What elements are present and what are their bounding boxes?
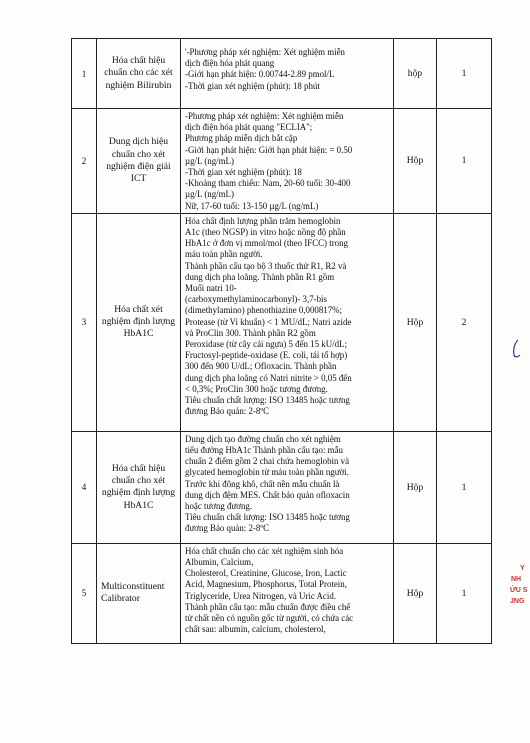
- item-quantity: 2: [437, 213, 492, 431]
- table-row: [72, 543, 492, 643]
- description-line: -Phương pháp xét nghiệm: Xét nghiệm miễn: [185, 111, 344, 121]
- item-name: Hóa chất hiệu chuẩn cho xét nghiệm định lượng HbA1C: [97, 431, 181, 543]
- stamp-fragment: [503, 563, 530, 631]
- description-line: hoặc tương đương.: [185, 501, 253, 512]
- description-line: dung dịch đệm MES. Chất bảo quản ofloxacin: [185, 489, 350, 500]
- item-unit: hộp: [394, 39, 437, 109]
- description-line: từ chất nền có nguồn gốc từ người, có chứa các: [185, 613, 354, 624]
- description-line: dung dịch pha loãng. Thành phần R1 gồm: [185, 271, 335, 282]
- description-line: Trước khi đông khô, chất nền mẫu chuẩn là: [185, 478, 340, 489]
- description-line: chất sau: albumin, calcium, cholesterol,: [185, 624, 326, 635]
- table-row: [72, 39, 492, 109]
- row-number: 2: [72, 109, 97, 214]
- description-line: '-Phương pháp xét nghiệm: Xét nghiệm miễn: [185, 47, 345, 57]
- item-unit: Hộp: [394, 213, 437, 431]
- description-line: Triglyceride, Urea Nitrogen, và Uric Acid.: [185, 590, 336, 601]
- table-body: [72, 39, 492, 644]
- item-quantity: 1: [437, 543, 492, 643]
- description-line: (carboxymethylaminocarbonyl)- 3,7-bis: [185, 294, 327, 305]
- description-line: Tiêu chuẩn chất lượng: ISO 13485 hoặc tương: [185, 395, 350, 406]
- description-line: dịch điện hóa phát quang: [185, 58, 275, 69]
- item-unit: Hộp: [394, 431, 437, 543]
- row-number: 5: [72, 543, 97, 643]
- description-line: Hóa chất chuẩn cho các xét nghiệm sinh hóa: [185, 545, 344, 556]
- description-line: Fructosyl-peptide-oxidase (E. coli, tái tổ hợp): [185, 350, 348, 361]
- description-line: -Khoảng tham chiếu: Nam, 20-60 tuổi: 30-400: [185, 178, 351, 189]
- description-line: Tiêu chuẩn chất lượng: ISO 13485 hoặc tương: [185, 512, 350, 523]
- description-line: máu toàn phần người.: [185, 249, 263, 260]
- description-line: Cholesterol, Creatinine, Glucose, Iron, Lactic: [185, 568, 347, 579]
- description-line: A1c (theo NGSP) in vitro hoặc nồng độ phần: [185, 227, 346, 238]
- description-line: -Giới hạn phát hiện: 0.00744-2.89 pmol/L: [185, 69, 335, 80]
- description-line: -Thời gian xét nghiệm (phút): 18: [185, 167, 302, 178]
- item-name: Multiconstituent Calibrator: [97, 543, 181, 643]
- description-line: chuẩn 2 điểm gồm 2 chai chứa hemoglobin và: [185, 456, 350, 467]
- stamp-text: JNG: [510, 598, 525, 605]
- item-unit: Hộp: [394, 109, 437, 214]
- description-line: µg/L (ng/mL): [185, 189, 234, 200]
- description-line: dịch điện hóa phát quang "ECLIA";: [185, 122, 313, 133]
- description-line: HbA1c ở đơn vị mmol/mol (theo IFCC) trong: [185, 238, 348, 249]
- item-quantity: 1: [437, 39, 492, 109]
- item-unit: Hộp: [394, 543, 437, 643]
- handwritten-mark: [509, 338, 523, 360]
- description-line: Hóa chất định lượng phần trăm hemoglobin: [185, 215, 341, 226]
- row-number: 1: [72, 39, 97, 109]
- item-description: [181, 109, 394, 214]
- description-line: Phương pháp miễn dịch bắt cặp: [185, 133, 298, 144]
- description-line: 300 đến 900 U/dL; Ofloxacin. Thành phần: [185, 361, 337, 372]
- item-description: [181, 431, 394, 543]
- description-line: Dung dịch tạo đường chuẩn cho xét nghiệm: [185, 433, 341, 444]
- table-row: [72, 213, 492, 431]
- description-line: (dimethylamino) phenothiazine 0,000817%;: [185, 305, 343, 316]
- description-line: < 0,3%; ProClin 300 hoặc tương đương.: [185, 383, 328, 394]
- item-description: [181, 213, 394, 431]
- item-quantity: 1: [437, 431, 492, 543]
- description-line: Thành phần cấu tạo bộ 3 thuốc thử R1, R2 và: [185, 260, 347, 271]
- description-line: Albumin, Calcium,: [185, 557, 254, 568]
- description-line: Acid, Magnesium, Phosphorus, Total Protein,: [185, 579, 347, 590]
- item-name: Hóa chất hiệu chuẩn cho các xét nghiệm Bilirubin: [97, 39, 181, 109]
- row-number: 4: [72, 431, 97, 543]
- description-line: Peroxidase (từ cây cải ngựa) 5 đến 15 kU/dL;: [185, 339, 347, 350]
- table-row: [72, 109, 492, 214]
- stamp-text: ỨU S: [510, 587, 528, 594]
- item-name: Hóa chất xét nghiệm định lượng HbA1C: [97, 213, 181, 431]
- description-line: Protease (từ Vi khuẩn) < 1 MU/dL; Natri azide: [185, 316, 352, 327]
- description-line: dung dịch pha loãng có Natri nitrite > 0,05 đến: [185, 372, 352, 383]
- stamp-text: Y: [520, 565, 525, 572]
- specification-table: [71, 38, 492, 644]
- description-line: Thành phần cấu tạo: mẫu chuẩn được điều chế: [185, 601, 351, 612]
- description-line: µg/L (ng/mL): [185, 155, 234, 166]
- item-description: [181, 39, 394, 109]
- row-number: 3: [72, 213, 97, 431]
- item-quantity: 1: [437, 109, 492, 214]
- description-line: đương Bảo quản: 2-8ºC: [185, 523, 269, 534]
- item-description: [181, 543, 394, 643]
- description-line: -Thời gian xét nghiệm (phút): 18 phút: [185, 80, 320, 91]
- description-line: -Giới hạn phát hiện: Giới hạn phát hiện: = 0.50: [185, 144, 353, 155]
- description-line: Muối natri 10-: [185, 283, 237, 294]
- description-line: đương Bảo quản: 2-8ºC: [185, 406, 269, 417]
- description-line: và ProClin 300. Thành phần R2 gồm: [185, 327, 316, 338]
- item-name: Dung dịch hiệu chuẩn cho xét nghiệm điện giải ICT: [97, 109, 181, 214]
- table-row: [72, 431, 492, 543]
- description-line: tiểu đường HbA1c Thành phần cấu tạo: mẫu: [185, 445, 343, 456]
- stamp-text: NH: [511, 576, 522, 583]
- description-line: Nữ, 17-60 tuổi: 13-150 µg/L (ng/mL): [185, 200, 319, 211]
- description-line: glycated hemoglobin từ máu toàn phần người.: [185, 467, 349, 478]
